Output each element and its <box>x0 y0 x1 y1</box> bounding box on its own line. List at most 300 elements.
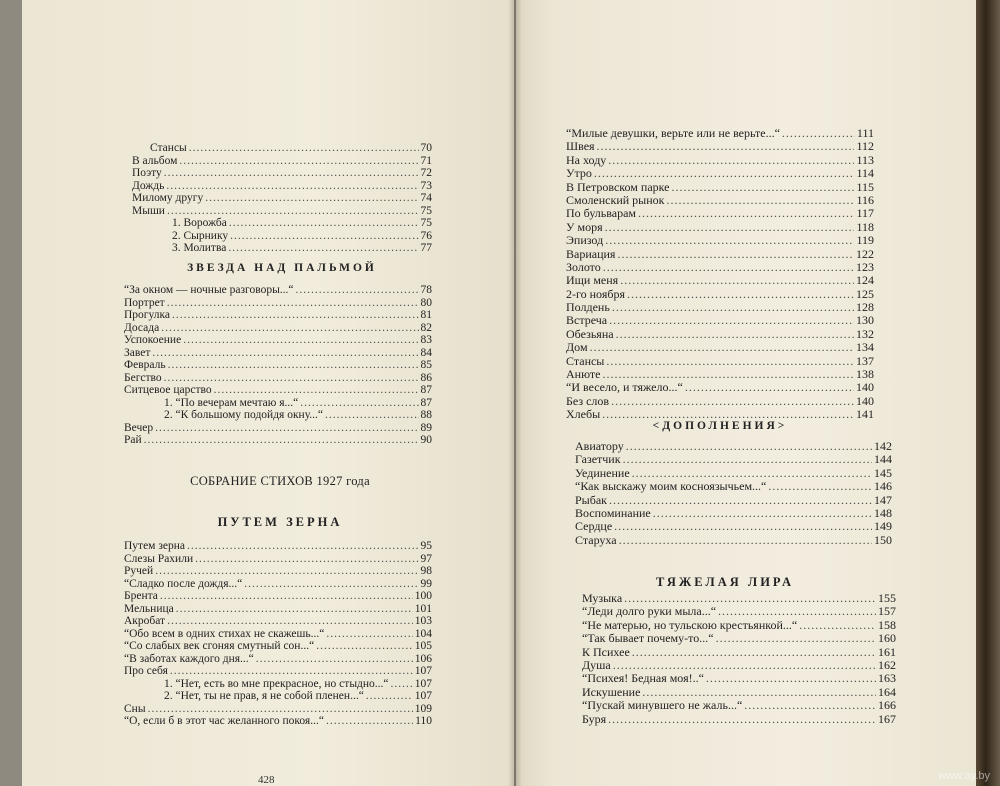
toc-entry-page: 167 <box>878 711 896 726</box>
toc-entry <box>124 347 432 360</box>
toc-entry-title: “Как выскажу моим косноязычьем...“ <box>575 479 767 494</box>
toc-entry-title: Швея <box>566 139 595 154</box>
book-spine <box>508 0 522 786</box>
toc-entry <box>575 494 892 507</box>
toc-dot-leader <box>609 494 872 507</box>
toc-group-right-2 <box>575 440 892 547</box>
toc-entry <box>124 334 432 347</box>
toc-dot-leader <box>617 248 854 261</box>
toc-dot-leader <box>326 628 412 641</box>
toc-entry <box>132 242 432 255</box>
toc-dot-leader <box>612 301 854 314</box>
toc-dot-leader <box>244 578 418 591</box>
toc-entry <box>582 686 896 699</box>
toc-entry-title: Буря <box>582 711 607 726</box>
toc-dot-leader <box>167 297 419 310</box>
toc-entry <box>575 507 892 520</box>
toc-entry-page: 86 <box>420 371 432 384</box>
toc-dot-leader <box>632 467 872 480</box>
toc-entry <box>566 127 874 140</box>
toc-entry-title: “И весело, и тяжело...“ <box>566 380 683 395</box>
toc-entry-page: 122 <box>856 246 874 261</box>
toc-dot-leader <box>620 274 854 287</box>
toc-dot-leader <box>782 127 855 140</box>
section-heading-zvezda: ЗВЕЗДА НАД ПАЛЬМОЙ <box>187 262 377 274</box>
toc-entry-title: Встреча <box>566 313 608 328</box>
toc-entry-page: 77 <box>420 242 432 254</box>
toc-entry-page: 146 <box>874 479 892 494</box>
toc-dot-leader <box>614 520 872 533</box>
toc-dot-leader <box>609 314 854 327</box>
toc-dot-leader <box>608 713 876 726</box>
toc-entry-page: 140 <box>856 380 874 395</box>
toc-entry <box>582 632 896 645</box>
toc-entry-page: 110 <box>415 715 432 727</box>
toc-entry <box>566 140 874 153</box>
toc-entry-page: 119 <box>856 233 874 248</box>
toc-entry-title: Мыши <box>132 204 165 217</box>
toc-dot-leader <box>624 592 876 605</box>
toc-dot-leader <box>326 715 413 728</box>
toc-entry <box>124 690 432 703</box>
toc-entry <box>132 142 432 155</box>
toc-entry-title: Про себя <box>124 665 168 677</box>
toc-dot-leader <box>602 368 854 381</box>
toc-dot-leader <box>608 154 854 167</box>
toc-entry <box>575 480 892 493</box>
toc-entry <box>124 372 432 385</box>
toc-entry-title: Рыбак <box>575 492 607 507</box>
toc-entry-page: 158 <box>878 617 896 632</box>
toc-entry-title: Ситцевое царство <box>124 384 212 396</box>
toc-dot-leader <box>611 395 854 408</box>
toc-entry <box>582 605 896 618</box>
toc-entry <box>124 553 432 566</box>
toc-entry <box>124 322 432 335</box>
toc-entry-title: Вечер <box>124 421 154 434</box>
toc-dot-leader <box>632 646 876 659</box>
toc-entry-page: 84 <box>420 346 432 359</box>
toc-dot-leader <box>155 565 418 578</box>
toc-group-right-3 <box>582 592 896 726</box>
toc-entry <box>124 359 432 372</box>
toc-dot-leader <box>597 140 855 153</box>
toc-entry-title: Вариация <box>566 246 616 261</box>
toc-entry-page: 87 <box>420 396 432 409</box>
toc-entry-title: Эпизод <box>566 233 604 248</box>
toc-entry-page: 73 <box>420 179 432 192</box>
toc-entry-title: Путем зерна <box>124 540 185 552</box>
toc-entry <box>132 155 432 168</box>
toc-entry <box>575 534 892 547</box>
toc-entry-page: 149 <box>874 519 892 534</box>
toc-entry <box>124 590 432 603</box>
toc-entry-title: 2. “К большому подойдя окну...“ <box>164 409 324 421</box>
toc-entry-page: 140 <box>856 393 874 408</box>
toc-dot-leader <box>716 632 876 645</box>
toc-entry-title: Без слов <box>566 393 610 408</box>
toc-entry <box>566 154 874 167</box>
toc-entry-title: “О, если б в этот час желанного покоя...“ <box>124 715 324 727</box>
toc-dot-leader <box>605 234 854 247</box>
toc-dot-leader <box>155 422 418 435</box>
toc-entry-title: 1. Ворожба <box>172 217 227 229</box>
toc-entry-page: 115 <box>856 179 874 194</box>
toc-entry-title: Газетчик <box>575 452 621 467</box>
toc-entry <box>566 261 874 274</box>
toc-entry-title: Стансы <box>566 353 605 368</box>
section-heading-dopolneniya: <ДОПОЛНЕНИЯ> <box>652 420 788 432</box>
toc-dot-leader <box>152 347 418 360</box>
section-heading-sobranie: СОБРАНИЕ СТИХОВ 1927 года <box>190 474 370 488</box>
toc-dot-leader <box>256 653 413 666</box>
book-edge <box>976 0 1000 786</box>
toc-dot-leader <box>325 409 418 422</box>
toc-dot-leader <box>606 355 854 368</box>
toc-entry-page: 81 <box>420 309 432 321</box>
toc-entry <box>124 540 432 553</box>
toc-entry-title: 2-го ноября <box>566 286 625 301</box>
toc-entry-title: 2. Сырнику <box>172 229 229 242</box>
toc-entry-page: 107 <box>414 665 432 677</box>
toc-entry-title: “Пускай минувшего не жаль...“ <box>582 698 743 713</box>
toc-entry <box>566 301 874 314</box>
toc-entry-title: Брента <box>124 590 158 602</box>
toc-entry <box>566 288 874 301</box>
toc-entry-title: 1. “Нет, есть во мне прекрасное, но стыдно...“ <box>164 677 389 690</box>
toc-entry <box>132 180 432 193</box>
toc-entry <box>124 578 432 591</box>
toc-dot-leader <box>167 615 413 628</box>
toc-entry-title: Авиатору <box>575 439 624 453</box>
toc-dot-leader <box>706 672 876 685</box>
toc-entry-title: 3. Молитва <box>172 242 227 254</box>
toc-entry-page: 82 <box>420 321 432 334</box>
toc-entry-title: “В заботах каждого дня...“ <box>124 652 254 665</box>
toc-entry-page: 163 <box>878 671 896 686</box>
toc-entry-title: 2. “Нет, ты не прав, я не собой пленен...“ <box>164 690 364 702</box>
toc-entry <box>124 653 432 666</box>
toc-entry-page: 98 <box>420 565 432 577</box>
toc-dot-leader <box>718 605 876 618</box>
toc-dot-leader <box>296 284 419 297</box>
toc-entry <box>566 234 874 247</box>
toc-entry-page: 124 <box>856 273 874 288</box>
toc-entry-title: Портрет <box>124 296 165 309</box>
toc-dot-leader <box>161 322 418 335</box>
toc-entry <box>566 221 874 234</box>
toc-entry-page: 97 <box>420 552 432 565</box>
toc-entry-page: 85 <box>420 359 432 371</box>
toc-entry-title: 1. “По вечерам мечтаю я...“ <box>164 396 299 409</box>
toc-entry-title: Уединение <box>575 465 630 480</box>
toc-dot-leader <box>616 328 854 341</box>
toc-entry-page: 78 <box>420 284 432 296</box>
toc-entry-title: Воспоминание <box>575 505 651 520</box>
toc-entry <box>132 205 432 218</box>
toc-entry-page: 111 <box>856 126 874 140</box>
toc-dot-leader <box>176 603 413 616</box>
toc-dot-leader <box>164 167 419 180</box>
toc-entry-title: “Милые девушки, верьте или не верьте...“ <box>566 126 780 140</box>
toc-entry-page: 87 <box>420 384 432 396</box>
toc-entry-title: Хлебы <box>566 407 601 422</box>
toc-entry-title: Завет <box>124 346 151 359</box>
toc-entry-page: 106 <box>414 652 432 665</box>
toc-group-right-1 <box>566 127 874 422</box>
toc-dot-leader <box>685 381 854 394</box>
toc-entry <box>124 397 432 410</box>
toc-entry-page: 70 <box>420 142 432 154</box>
toc-entry-title: Обезьяна <box>566 326 614 341</box>
toc-entry-page: 74 <box>420 192 432 204</box>
toc-entry-page: 144 <box>874 452 892 467</box>
toc-entry-title: Смоленский рынок <box>566 192 665 207</box>
toc-entry <box>124 640 432 653</box>
toc-entry-page: 104 <box>414 627 432 640</box>
toc-entry-title: Милому другу <box>132 192 204 204</box>
toc-entry-title: Слезы Рахили <box>124 552 194 565</box>
toc-entry <box>566 328 874 341</box>
toc-dot-leader <box>768 480 872 493</box>
toc-dot-leader <box>667 194 855 207</box>
toc-entry-page: 90 <box>420 434 432 446</box>
toc-entry-page: 117 <box>856 206 874 221</box>
toc-dot-leader <box>590 341 854 354</box>
toc-entry-page: 109 <box>414 702 432 715</box>
toc-dot-leader <box>170 665 413 678</box>
toc-entry-title: “Со слабых век сгоняя смутный сон...“ <box>124 640 315 652</box>
toc-entry-title: Поэту <box>132 167 162 179</box>
toc-entry-page: 161 <box>878 644 896 659</box>
toc-entry-page: 107 <box>414 690 432 702</box>
toc-entry <box>575 440 892 453</box>
toc-entry-page: 148 <box>874 505 892 520</box>
toc-entry-page: 76 <box>420 229 432 242</box>
toc-entry-page: 157 <box>878 604 896 619</box>
toc-entry-title: “Психея! Бедная моя!..“ <box>582 671 704 686</box>
toc-group-left-1 <box>132 142 432 255</box>
toc-entry <box>582 659 896 672</box>
toc-entry-title: Стансы <box>150 142 187 154</box>
page-number: 428 <box>258 774 275 786</box>
toc-entry <box>566 368 874 381</box>
toc-entry-title: Мельница <box>124 602 174 615</box>
toc-entry-title: Ручей <box>124 565 154 577</box>
toc-entry <box>124 628 432 641</box>
toc-dot-leader <box>627 288 854 301</box>
toc-entry-title: В Петровском парке <box>566 179 670 194</box>
toc-entry <box>566 248 874 261</box>
toc-entry <box>566 341 874 354</box>
toc-entry-page: 147 <box>874 492 892 507</box>
section-heading-putem: ПУТЕМ ЗЕРНА <box>217 515 343 529</box>
toc-entry-page: 164 <box>878 684 896 699</box>
toc-dot-leader <box>626 440 872 453</box>
toc-entry <box>582 699 896 712</box>
toc-dot-leader <box>300 397 418 410</box>
toc-entry <box>566 207 874 220</box>
toc-entry-title: К Психее <box>582 644 630 659</box>
toc-entry <box>575 467 892 480</box>
toc-entry-title: Золото <box>566 259 601 274</box>
toc-dot-leader <box>229 217 419 230</box>
toc-dot-leader <box>642 686 876 699</box>
toc-dot-leader <box>214 384 419 397</box>
toc-entry-page: 95 <box>420 540 432 552</box>
toc-entry-title: Февраль <box>124 359 166 371</box>
toc-entry-title: Успокоение <box>124 334 182 346</box>
toc-dot-leader <box>672 181 855 194</box>
toc-dot-leader <box>605 221 855 234</box>
toc-entry <box>132 217 432 230</box>
toc-entry <box>582 592 896 605</box>
toc-entry-title: Душа <box>582 657 611 672</box>
toc-dot-leader <box>144 434 419 447</box>
toc-entry <box>124 603 432 616</box>
toc-entry-page: 72 <box>420 167 432 179</box>
toc-entry <box>582 619 896 632</box>
toc-entry-title: Ищи меня <box>566 273 619 288</box>
toc-entry <box>124 715 432 728</box>
toc-dot-leader <box>619 534 872 547</box>
toc-dot-leader <box>168 359 419 372</box>
toc-entry <box>566 167 874 180</box>
toc-entry-page: 75 <box>420 204 432 217</box>
toc-entry-page: 88 <box>420 409 432 421</box>
toc-entry-page: 162 <box>878 657 896 672</box>
toc-entry-page: 107 <box>414 677 432 690</box>
toc-entry <box>124 384 432 397</box>
toc-entry-title: На ходу <box>566 152 607 167</box>
toc-entry <box>124 297 432 310</box>
toc-entry <box>575 453 892 466</box>
toc-dot-leader <box>167 205 419 218</box>
toc-entry-title: Прогулка <box>124 309 171 321</box>
toc-entry-title: Рай <box>124 434 142 446</box>
toc-dot-leader <box>183 334 418 347</box>
section-heading-lira: ТЯЖЕЛАЯ ЛИРА <box>655 575 794 589</box>
toc-entry-page: 71 <box>420 154 432 167</box>
toc-entry <box>124 678 432 691</box>
toc-group-left-3 <box>124 540 432 728</box>
toc-entry <box>124 565 432 578</box>
toc-dot-leader <box>195 553 418 566</box>
toc-entry <box>124 434 432 447</box>
toc-entry <box>566 274 874 287</box>
toc-entry-page: 80 <box>420 296 432 309</box>
toc-entry <box>566 395 874 408</box>
toc-entry <box>575 520 892 533</box>
toc-dot-leader <box>187 540 419 553</box>
toc-entry-title: Старуха <box>575 532 617 547</box>
toc-entry-title: “За окном — ночные разговоры...“ <box>124 284 294 296</box>
toc-dot-leader <box>189 142 419 155</box>
toc-entry-page: 132 <box>856 326 874 341</box>
toc-dot-leader <box>172 309 418 322</box>
toc-entry-page: 75 <box>420 217 432 229</box>
toc-entry <box>124 665 432 678</box>
toc-dot-leader <box>228 242 418 255</box>
toc-entry-page: 137 <box>856 353 874 368</box>
toc-entry-title: По бульварам <box>566 206 637 221</box>
toc-entry <box>124 409 432 422</box>
toc-dot-leader <box>603 261 854 274</box>
toc-dot-leader <box>205 192 418 205</box>
toc-entry-page: 134 <box>856 340 874 355</box>
toc-entry-page: 103 <box>414 615 432 627</box>
toc-entry-title: Музыка <box>582 591 623 605</box>
toc-entry <box>566 381 874 394</box>
toc-entry-page: 101 <box>414 602 432 615</box>
toc-entry <box>132 167 432 180</box>
toc-entry-page: 99 <box>420 577 432 590</box>
toc-entry-page: 116 <box>856 192 874 207</box>
toc-entry-page: 166 <box>878 698 896 713</box>
toc-dot-leader <box>623 453 872 466</box>
toc-dot-leader <box>391 678 413 691</box>
toc-entry <box>582 672 896 685</box>
toc-entry-page: 105 <box>414 640 432 652</box>
toc-entry <box>582 713 896 726</box>
toc-entry-page: 128 <box>856 300 874 315</box>
toc-dot-leader <box>164 372 419 385</box>
toc-entry <box>124 284 432 297</box>
toc-entry <box>566 314 874 327</box>
toc-entry <box>124 422 432 435</box>
toc-entry-page: 118 <box>856 219 874 234</box>
toc-dot-leader <box>230 230 418 243</box>
toc-entry-page: 160 <box>878 631 896 646</box>
toc-dot-leader <box>166 180 418 193</box>
toc-dot-leader <box>799 619 876 632</box>
toc-dot-leader <box>594 167 855 180</box>
toc-entry-page: 112 <box>856 139 874 154</box>
toc-entry-title: “Обо всем в одних стихах не скажешь...“ <box>124 627 325 640</box>
toc-entry <box>124 309 432 322</box>
toc-dot-leader <box>366 690 413 703</box>
toc-entry-page: 83 <box>420 334 432 346</box>
toc-entry-page: 89 <box>420 421 432 434</box>
toc-dot-leader <box>744 699 876 712</box>
toc-entry-title: Анюте <box>566 367 601 382</box>
toc-entry-page: 125 <box>856 286 874 301</box>
toc-entry-title: “Леди долго руки мыла...“ <box>582 604 717 619</box>
toc-entry-page: 113 <box>856 152 874 167</box>
toc-entry-title: Сны <box>124 702 146 715</box>
toc-entry-title: В альбом <box>132 154 178 167</box>
toc-entry <box>124 615 432 628</box>
toc-entry <box>124 703 432 716</box>
toc-dot-leader <box>613 659 876 672</box>
toc-entry-page: 123 <box>856 259 874 274</box>
toc-entry-page: 155 <box>878 591 896 605</box>
toc-entry-title: “Сладко после дождя...“ <box>124 577 243 590</box>
toc-entry-page: 150 <box>874 532 892 547</box>
toc-entry-title: Дождь <box>132 179 165 192</box>
toc-entry-page: 130 <box>856 313 874 328</box>
toc-entry-title: “Так бывает почему-то...“ <box>582 631 714 646</box>
toc-group-left-2 <box>124 284 432 447</box>
toc-dot-leader <box>653 507 872 520</box>
toc-entry-title: Искушение <box>582 684 641 699</box>
toc-entry <box>132 230 432 243</box>
toc-entry-page: 100 <box>414 590 432 602</box>
toc-entry-title: Утро <box>566 166 592 181</box>
toc-entry <box>582 646 896 659</box>
toc-entry-title: Акробат <box>124 615 166 627</box>
toc-entry-page: 138 <box>856 367 874 382</box>
